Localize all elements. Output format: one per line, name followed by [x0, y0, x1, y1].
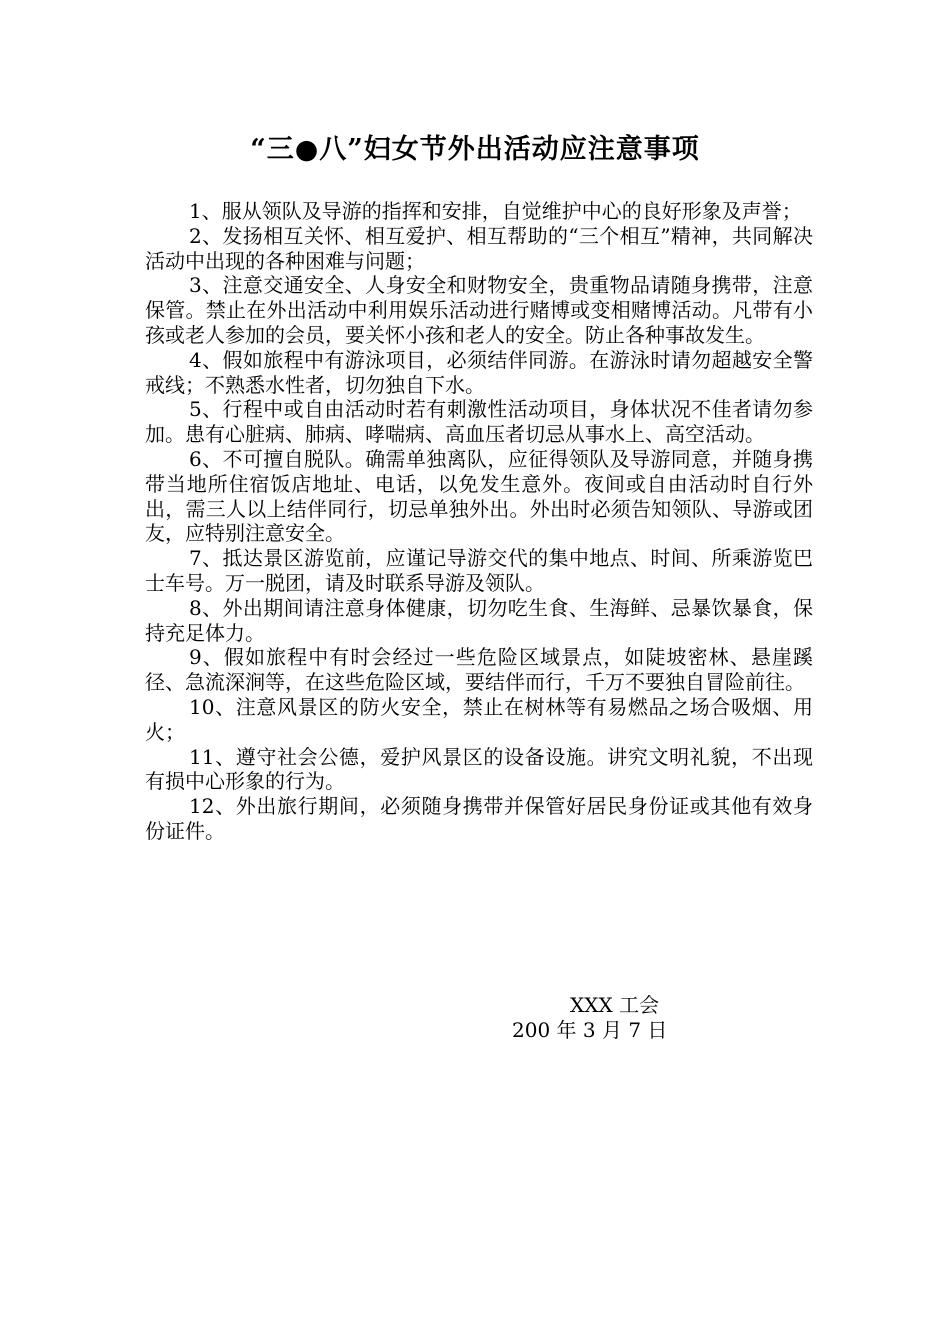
notice-item-2: 2、发扬相互关怀、相互爱护、相互帮助的“三个相互”精神，共同解决活动中出现的各种困难与问题；: [145, 223, 813, 273]
notice-item-1: 1、服从领队及导游的指挥和安排，自觉维护中心的良好形象及声誉；: [189, 199, 802, 223]
notice-item-9: 9、假如旅程中有时会经过一些危险区域景点，如陡坡密林、悬崖蹊径、急流深涧等，在这些危险区域，要结伴而行，千万不要独自冒险前往。: [145, 645, 813, 695]
notice-item-3: 3、注意交通安全、人身安全和财物安全，贵重物品请随身携带，注意保管。禁止在外出活动中利用娱乐活动进行赌博或变相赌博活动。凡带有小孩或老人参加的会员，要关怀小孩和老人的安全。防止各种事故发生。: [145, 273, 813, 347]
notice-item-11: 11、遵守社会公德，爱护风景区的设备设施。讲究文明礼貌，不出现有损中心形象的行为。: [145, 744, 813, 794]
signature-organization: XXX 工会: [570, 993, 660, 1017]
document-title: “三●八”妇女节外出活动应注意事项: [250, 134, 700, 165]
notice-item-5: 5、行程中或自由活动时若有刺激性活动项目，身体状况不佳者请勿参加。患有心脏病、肺病、哮喘病、高血压者切忌从事水上、高空活动。: [145, 397, 813, 447]
notice-list: [145, 199, 813, 844]
signature-date: 200 年 3 月 7 日: [512, 1018, 668, 1042]
notice-item-6: 6、不可擅自脱队。确需单独离队，应征得领队及导游同意，并随身携带当地所住宿饭店地址、电话，以免发生意外。夜间或自由活动时自行外出，需三人以上结伴同行，切忌单独外出。外出时必须告知领队、导游或团友，应特别注意安全。: [145, 446, 813, 546]
notice-item-12: 12、外出旅行期间，必须随身携带并保管好居民身份证或其他有效身份证件。: [145, 794, 813, 843]
signature-block: [430, 993, 730, 1043]
notice-item-7: 7、抵达景区游览前，应谨记导游交代的集中地点、时间、所乘游览巴士车号。万一脱团，请及时联系导游及领队。: [145, 546, 813, 595]
notice-item-4: 4、假如旅程中有游泳项目，必须结伴同游。在游泳时请勿超越安全警戒线；不熟悉水性者，切勿独自下水。: [145, 347, 813, 397]
notice-item-8: 8、外出期间请注意身体健康，切勿吃生食、生海鲜、忌暴饮暴食，保持充足体力。: [145, 595, 813, 645]
notice-item-10: 10、注意风景区的防火安全，禁止在树林等有易燃品之场合吸烟、用火；: [145, 694, 813, 744]
